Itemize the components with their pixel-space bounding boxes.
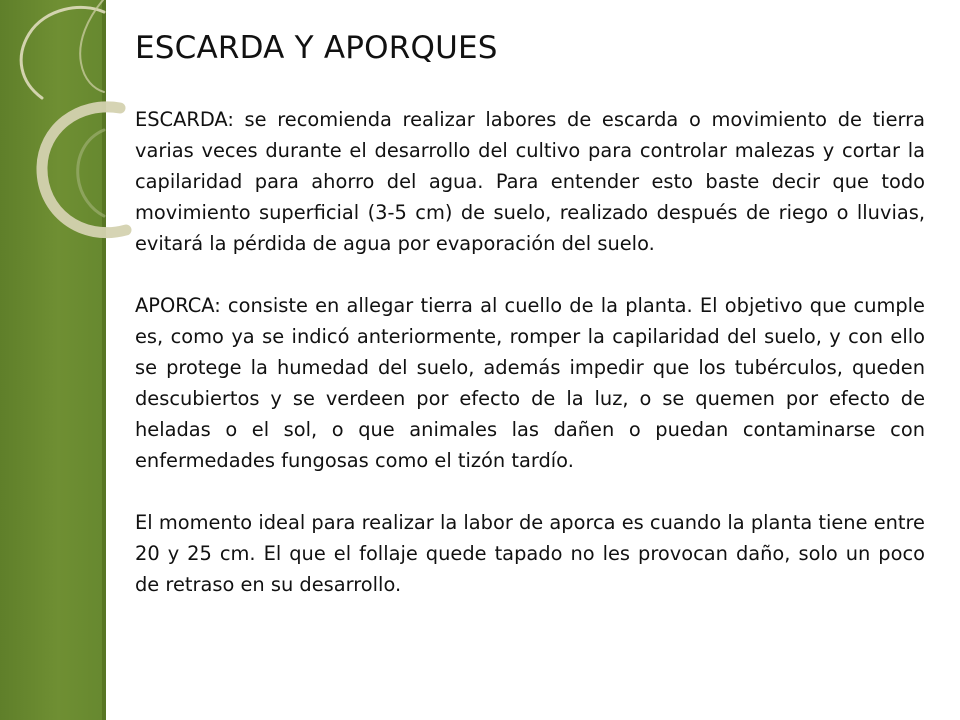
ideal-moment-paragraph: El momento ideal para realizar la labor de aporca es cuando la planta tiene entre 20 y 25 cm. El que el follaje quede tapado no les provocan daño, solo un poco de retraso en su desarrollo. [135, 511, 925, 596]
slide-title: ESCARDA Y APORQUES [135, 30, 498, 66]
aporca-paragraph: APORCA: consiste en allegar tierra al cuello de la planta. El objetivo que cumple es, como ya se indicó anteriormente, romper la capilaridad del suelo, y con ello se protege la humedad del suelo, además impedir que los tubérculos, queden descubiertos y se verdeen por efecto de la luz, o se quemen por efecto de heladas o el sol, o que animales las dañen o puedan contaminarse con enfermedades fungosas como el tizón tardío. [135, 294, 925, 472]
slide-body [135, 104, 925, 600]
left-green-band [0, 0, 106, 720]
escarda-paragraph: ESCARDA: se recomienda realizar labores de escarda o movimiento de tierra varias veces durante el desarrollo del cultivo para controlar malezas y cortar la capilaridad para ahorro del agua. Para entender esto baste decir que todo movimiento superficial (3-5 cm) de suelo, realizado después de riego o lluvias, evitará la pérdida de agua por evaporación del suelo. [135, 108, 925, 255]
